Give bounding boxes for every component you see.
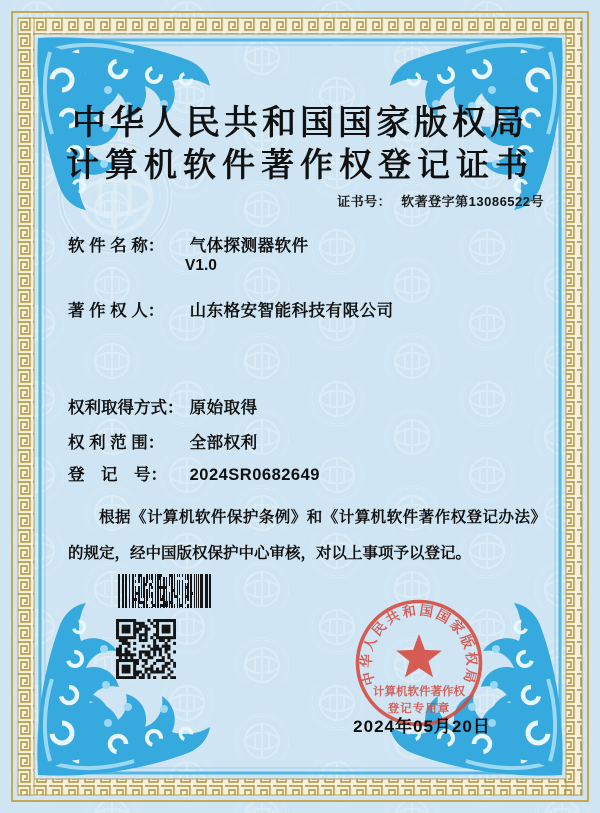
certificate-number: [337, 191, 544, 210]
field-value: 山东格安智能科技有限公司: [189, 302, 394, 320]
software-version: V1.0: [185, 257, 217, 274]
issue-date: 2024年05月20日: [353, 717, 491, 736]
seal-arc-text: 中华人民共和国国家版权局: [358, 602, 480, 687]
certificate-title: 计算机软件著作权登记证书: [66, 148, 534, 184]
qr-code: [116, 619, 176, 679]
seal-text-line1: 计算机软件著作权: [373, 686, 465, 698]
field-label: 权利取得方式：: [68, 399, 184, 417]
field-label: 权 利 范 围：: [68, 434, 165, 452]
field-label: 著 作 权 人：: [68, 302, 165, 320]
field-rights-scope: [68, 429, 258, 453]
field-label: 登 记 号：: [68, 466, 167, 484]
barcode: [118, 574, 211, 608]
field-registration-number: [68, 461, 320, 485]
field-software-name: [68, 232, 309, 256]
field-value: 2024SR0682649: [189, 466, 320, 484]
field-acquisition-method: [68, 394, 258, 418]
star-icon: [396, 634, 442, 677]
certificate-number-label: 证书号：: [337, 194, 392, 209]
issuer-title: 中华人民共和国国家版权局: [72, 105, 528, 142]
official-seal: [352, 596, 487, 731]
registration-statement: 根据《计算机软件保护条例》和《计算机软件著作权登记办法》的规定，经中国版权保护中心审核，对以上事项予以登记。: [68, 509, 546, 562]
field-value: 全部权利: [189, 434, 258, 452]
field-copyright-owner: [68, 297, 394, 321]
field-value: 原始取得: [189, 399, 258, 417]
seal-text-line2: 登记专用章: [387, 703, 451, 715]
certificate-number-value: 软著登字第13086522号: [401, 194, 544, 209]
field-label: 软 件 名 称：: [68, 237, 165, 255]
field-value: 气体探测器软件: [189, 237, 309, 255]
